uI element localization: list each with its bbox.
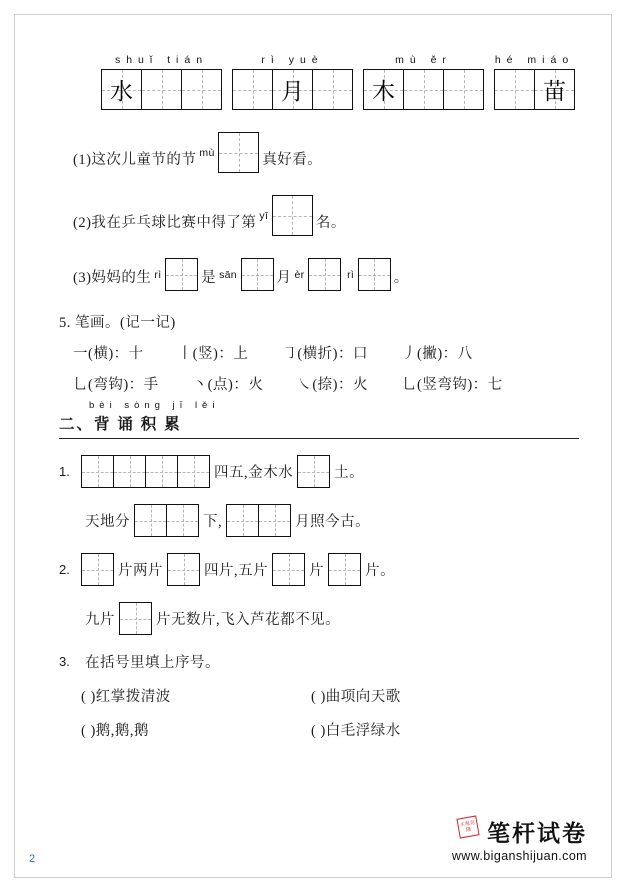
section-heading-pinyin: bèi sòng jī lěi [89,400,220,411]
tianzige-cell[interactable] [308,258,341,291]
question-text: 九片 [85,612,115,628]
pinyin-cell [259,195,312,236]
tianzige-cell[interactable] [272,69,313,110]
sentence-text-after: 。 [393,269,409,286]
worksheet-page [14,14,612,878]
sentence-text-before: 妈妈的生 [91,269,152,286]
stroke-item: 乚(竖弯钩)：七 [402,377,503,393]
pinyin-cell [219,258,273,291]
bracket-option-right[interactable]: ( )白毛浮绿水 [311,723,401,739]
strokes-row-1 [59,342,579,363]
tianzige-group [134,504,199,537]
cell-char [495,70,534,109]
question-text-end: 片无数片,飞入芦花都不见。 [156,612,341,628]
sentence-label: (3) [73,269,92,286]
sentence-label: (1) [73,151,92,168]
brand-watermark [452,815,587,863]
pinyin-cell [295,258,342,291]
tianzige-cell[interactable] [272,195,313,236]
bracket-row [59,685,579,706]
question-text: 天地分 [85,514,130,530]
worksheet-content [59,43,579,740]
strokes-block [59,311,579,394]
stroke-item: ㇆(横折)：口 [282,346,369,362]
recite-question-2-line-2 [59,602,579,635]
tianzige-cell[interactable] [226,504,259,537]
tianzige-group [81,455,210,488]
tianzige-cell[interactable] [101,69,142,110]
stroke-item: 一(横)：十 [73,346,144,362]
cell-char: 水 [110,79,133,104]
tianzige-cell[interactable] [81,553,114,586]
seal-stamp-icon: 主观克隆 [456,815,479,838]
stroke-item: ㇏(捺)：火 [297,377,369,393]
pinyin-cell [154,258,198,291]
question-text-end: 片。 [365,563,396,579]
brand-url: www.biganshijuan.com [451,849,587,863]
tianzige-cell[interactable] [358,258,391,291]
pinyin-label: rì yuè [261,54,324,66]
question-number: 2. [59,562,70,577]
question-text: 在括号里填上序号。 [85,655,220,671]
tianzige-cell[interactable] [166,504,199,537]
fill-sentence-1 [59,132,579,173]
pinyin-label: mù [199,146,215,159]
tianzige-cell[interactable] [363,69,404,110]
pinyin-label: rì [347,268,355,281]
top-word-4 [494,53,575,110]
tianzige-cell[interactable] [443,69,484,110]
tianzige-cell[interactable] [258,504,291,537]
stroke-item: 丨(竖)：上 [177,346,249,362]
sentence-label: (2) [73,214,92,231]
tianzige-cell[interactable] [218,132,259,173]
top-word-1 [101,53,222,110]
question-number: 3. [59,654,70,669]
recite-question-2-line-1 [59,553,579,586]
page-number: 2 [29,853,36,865]
tianzige-cell[interactable] [534,69,575,110]
question-text: 四五,金木水 [214,465,294,481]
tianzige-cell[interactable] [181,69,222,110]
recite-question-1-line-1 [59,455,579,488]
sentence-text-mid1: 是 [201,269,217,286]
pinyin-label: mù ěr [395,54,452,66]
brand-title: 笔杆试卷 [487,821,587,846]
cell-char: 苗 [543,79,566,104]
tianzige-group [363,69,484,110]
tianzige-group [232,69,353,110]
recite-question-1-line-2 [59,504,579,537]
fill-sentence-3 [59,258,579,291]
pinyin-cell [199,132,259,173]
question-text: 片两片 [118,563,163,579]
tianzige-cell[interactable] [232,69,273,110]
question-number: 1. [59,464,70,479]
tianzige-cell[interactable] [241,258,274,291]
tianzige-cell[interactable] [312,69,353,110]
bracket-row [59,719,579,740]
tianzige-cell[interactable] [297,455,330,488]
tianzige-cell[interactable] [328,553,361,586]
pinyin-cell [347,258,391,291]
tianzige-group [101,69,222,110]
tianzige-cell[interactable] [119,602,152,635]
question-text: 片 [309,563,325,579]
top-word-3 [363,53,484,110]
cell-char [444,70,483,109]
tianzige-cell[interactable] [145,455,178,488]
sentence-text-after: 真好看。 [262,151,323,168]
pinyin-label: èr [294,268,305,281]
question-text: 四片,五片 [204,563,269,579]
tianzige-cell[interactable] [113,455,146,488]
sentence-text-mid2: 月 [276,269,292,286]
question-text: 下, [203,514,223,530]
fill-sentence-2 [59,195,579,236]
tianzige-group [494,69,575,110]
pinyin-label: yī [259,209,269,222]
bracket-option-left[interactable]: ( )鹅,鹅,鹅 [81,723,150,739]
cell-char [142,70,181,109]
tianzige-cell[interactable] [81,455,114,488]
bracket-option-left[interactable]: ( )红掌拨清波 [81,689,171,705]
sentence-text-before: 这次儿童节的节 [91,151,197,168]
cell-char [404,70,443,109]
cell-char [182,70,221,109]
question-text-end: 土。 [334,465,365,481]
tianzige-cell[interactable] [272,553,305,586]
section-heading-text: 二、背 诵 积 累 [59,416,182,433]
cell-char: 月 [281,79,304,104]
tianzige-cell[interactable] [167,553,200,586]
tianzige-cell[interactable] [165,258,198,291]
tianzige-cell[interactable] [403,69,444,110]
tianzige-group [226,504,291,537]
stroke-item: 丶(点)：火 [192,377,264,393]
sentence-text-before: 我在乒乓球比赛中得了第 [91,214,257,231]
tianzige-cell[interactable] [177,455,210,488]
pinyin-label: shuǐ tián [114,54,209,66]
section-heading-2 [59,400,579,439]
cell-char [313,70,352,109]
strokes-row-2 [59,373,579,394]
stroke-item: 丿(撇)：八 [402,346,473,362]
tianzige-cell[interactable] [494,69,535,110]
sentence-text-after: 名。 [315,214,346,231]
top-words-row [59,53,579,110]
bracket-option-right[interactable]: ( )曲项向天歌 [311,689,401,705]
pinyin-label: rì [154,268,162,281]
pinyin-label: hé miáo [494,54,575,66]
tianzige-cell[interactable] [134,504,167,537]
tianzige-cell[interactable] [141,69,182,110]
top-word-2 [232,53,353,110]
tianzige-group [297,455,330,488]
stroke-item: 乚(弯钩)：手 [73,377,159,393]
cell-char [233,70,272,109]
pinyin-label: sān [219,268,237,281]
question-text-end: 月照今古。 [295,514,371,530]
recite-question-3-title [59,651,579,672]
strokes-title: 5. 笔画。(记一记) [59,315,176,331]
cell-char: 木 [372,79,395,104]
